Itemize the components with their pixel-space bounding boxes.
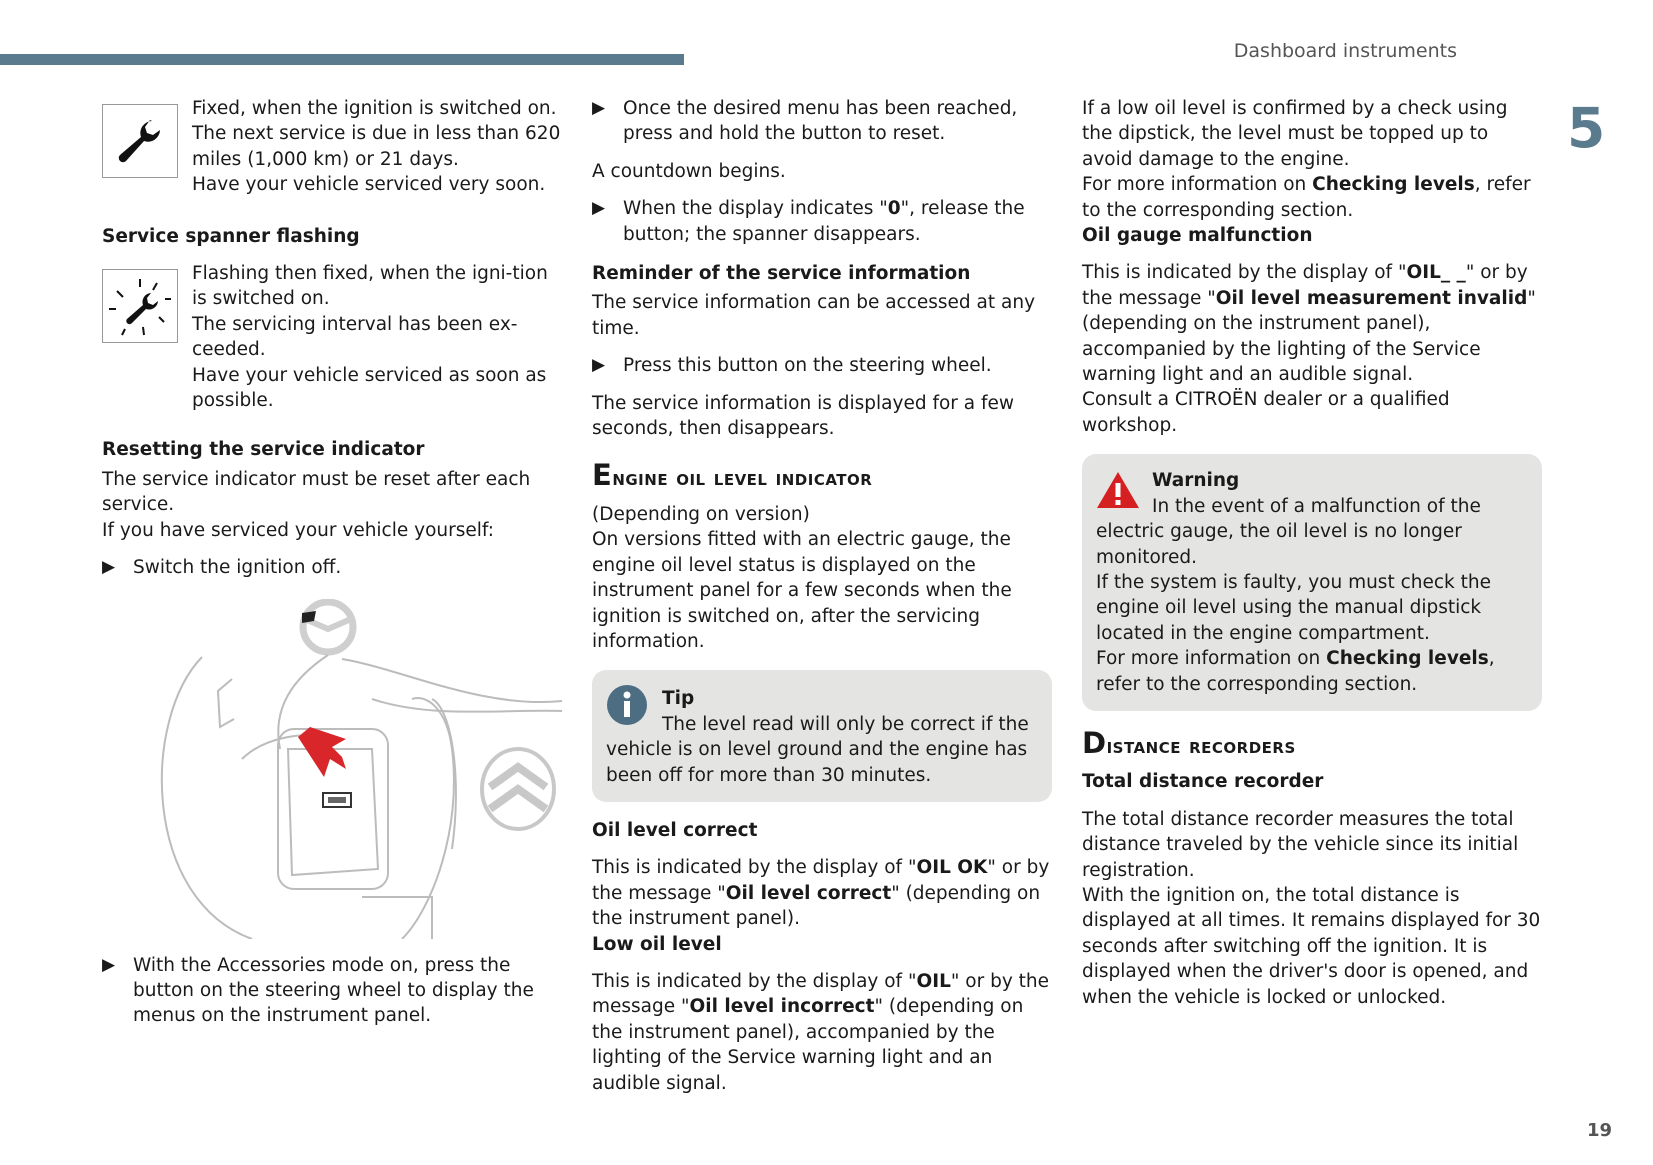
bullet-accessories: ▶ With the Accessories mode on, press the button on the steering wheel to display the menus on the instrument panel. xyxy=(102,953,562,1029)
spanner-flash-block xyxy=(102,261,562,413)
countdown-text: A countdown begins. xyxy=(592,160,786,182)
arrow-right-icon: ▶ xyxy=(102,954,116,975)
page-number: 19 xyxy=(1587,1120,1613,1141)
total-distance-paragraph-2: With the ignition on, the total distance is displayed at all times. It remains displayed for 30 seconds after switching off the ignition. It is displayed when the driver's door is opened, and when the vehicle is locked or unlocked. xyxy=(1082,884,1541,1008)
reset-paragraph-1: The service indicator must be reset after each service. xyxy=(102,468,531,516)
reset-paragraph-2: If you have serviced your vehicle yourself: xyxy=(102,519,494,541)
spanner-flash-line2: The servicing interval has been ex-ceeded. xyxy=(192,313,518,361)
reminder-paragraph-2: The service information is displayed for a few seconds, then disappears. xyxy=(592,392,1015,440)
spanner-fixed-block xyxy=(102,96,562,198)
arrow-right-icon: ▶ xyxy=(592,355,606,376)
spanner-icon xyxy=(110,111,170,171)
spanner-flash-line1: Flashing then fixed, when the igni-tion is switched on. xyxy=(192,263,548,310)
gauge-heading: Oil gauge malfunction xyxy=(1082,225,1313,247)
chapter-number: 5 xyxy=(1567,96,1606,160)
arrow-right-icon: ▶ xyxy=(592,198,606,219)
engine-oil-heading: Engine oil level indicator xyxy=(592,458,873,493)
column-1 xyxy=(102,96,562,1029)
gauge-paragraph: This is indicated by the display of "OIL_ _" or by the message "Oil level measurement invalid" (depending on the instrument panel), accompanied by the lighting of the Service warning light and an audible signal. xyxy=(1082,262,1536,386)
distance-recorders-heading: Distance recorders xyxy=(1082,725,1296,760)
flash-heading: Service spanner flashing xyxy=(102,225,360,247)
steering-wheel-illustration xyxy=(102,599,562,939)
spanner-flashing-icon xyxy=(107,273,173,339)
reminder-paragraph: The service information can be accessed at any time. xyxy=(592,292,1036,339)
spanner-fixed-line1: Fixed, when the ignition is switched on. xyxy=(192,98,557,119)
header-accent-bar xyxy=(0,54,684,65)
warning-box xyxy=(1082,454,1542,711)
arrow-right-icon: ▶ xyxy=(102,557,116,578)
spanner-fixed-line2: The next service is due in less than 620 miles (1,000 km) or 21 days. xyxy=(192,123,561,170)
reminder-heading: Reminder of the service information xyxy=(592,263,971,285)
bullet-hold-reset: ▶ Once the desired menu has been reached, press and hold the button to reset. xyxy=(592,96,1052,147)
tip-box xyxy=(592,670,1052,802)
section-title: Dashboard instruments xyxy=(1233,40,1457,62)
warning-paragraph-3: For more information on Checking levels, refer to the corresponding section. xyxy=(1096,648,1495,695)
warning-paragraph-1: In the event of a malfunction of the electric gauge, the oil level is no longer monitored. xyxy=(1096,495,1481,568)
warning-paragraph-2: If the system is faulty, you must check the engine oil level using the manual dipstick located in the engine compartment. xyxy=(1096,571,1491,644)
oil-correct-heading: Oil level correct xyxy=(592,819,758,841)
warning-title: Warning xyxy=(1152,470,1240,492)
eol-paragraph-2: On versions fitted with an electric gauge, the engine oil level status is displayed on the instrument panel for a few seconds when the ignition is switched on, after the servicing information. xyxy=(592,529,1012,652)
gauge-consult: Consult a CITROËN dealer or a qualified workshop. xyxy=(1082,389,1450,436)
tip-text: The level read will only be correct if the vehicle is on level ground and the engine has been off for more than 30 minutes. xyxy=(606,713,1029,786)
total-distance-paragraph-1: The total distance recorder measures the total distance traveled by the vehicle since its initial registration. xyxy=(1082,808,1519,881)
eol-paragraph-1: (Depending on version) xyxy=(592,503,810,525)
total-distance-heading: Total distance recorder xyxy=(1082,771,1324,793)
column-2 xyxy=(592,96,1052,1096)
warning-triangle-icon xyxy=(1096,470,1140,510)
bullet-ignition-off: ▶ Switch the ignition off. xyxy=(102,555,562,580)
tip-title: Tip xyxy=(662,688,695,710)
low-confirm-paragraph: If a low oil level is confirmed by a check using the dipstick, the level must be topped up to avoid damage to the engine. xyxy=(1082,98,1508,170)
spanner-flash-line3: Have your vehicle serviced as soon as possible. xyxy=(192,364,547,412)
low-oil-paragraph: This is indicated by the display of "OIL" or by the message "Oil level incorrect" (depending on the instrument panel), accompanied by the lighting of the Service warning light and an audible signal. xyxy=(592,970,1050,1094)
bullet-release: ▶ When the display indicates "0", release the button; the spanner disappears. xyxy=(592,196,1052,247)
low-confirm-ref: For more information on Checking levels, refer to the corresponding section. xyxy=(1082,174,1531,221)
spanner-flash-icon-box xyxy=(102,269,178,343)
arrow-right-icon: ▶ xyxy=(592,98,606,118)
spanner-fixed-line3: Have your vehicle serviced very soon. xyxy=(192,174,546,196)
column-3 xyxy=(1082,96,1542,1010)
info-icon xyxy=(606,684,648,726)
bullet-press-button: ▶ Press this button on the steering wheel. xyxy=(592,353,1052,378)
oil-correct-paragraph: This is indicated by the display of "OIL OK" or by the message "Oil level correct" (depending on the instrument panel). xyxy=(592,857,1050,930)
low-oil-heading: Low oil level xyxy=(592,933,722,955)
reset-heading: Resetting the service indicator xyxy=(102,439,425,461)
spanner-icon-box xyxy=(102,104,178,178)
